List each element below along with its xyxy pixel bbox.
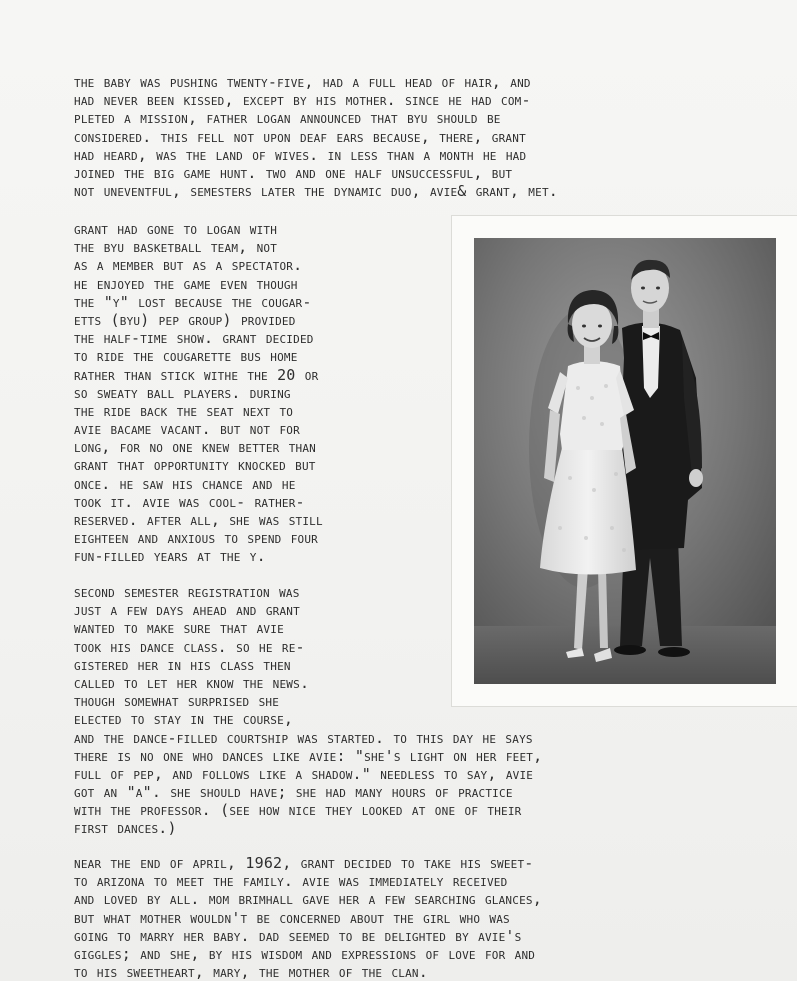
text-line: to arizona to meet the family. avie was immediately received <box>74 872 508 891</box>
text-line: the half-time show. grant decided <box>74 329 314 348</box>
text-line: but what mother wouldn't be concerned about the girl who was <box>74 908 510 927</box>
paragraph-4 <box>74 854 542 981</box>
text-line: gistered her in his class then <box>74 655 291 674</box>
text-line: wanted to make sure that avie <box>74 619 284 638</box>
couple-photo-illustration <box>474 238 776 684</box>
text-line: avie bacame vacant. but not for <box>74 420 300 439</box>
text-line: long, for no one knew better than <box>74 438 317 457</box>
text-line: called to let her know the news. <box>74 673 310 692</box>
text-line: giggles; and she, by his wisdom and expressions of love for and <box>74 944 536 963</box>
text-line: near the end of april, 1962, grant decided to take his sweet- <box>74 854 534 872</box>
text-line: the ride back the seat next to <box>74 401 294 420</box>
text-line: he enjoyed the game even though <box>74 274 298 293</box>
text-line: just a few days ahead and grant <box>74 601 300 620</box>
text-line: fun-filled years at the y. <box>74 547 266 566</box>
text-line: eighteen and anxious to spend four <box>74 529 319 548</box>
text-line: grant that opportunity knocked but <box>74 456 316 475</box>
text-line: the byu basketball team, not <box>74 238 278 257</box>
text-line: considered. this fell not upon deaf ears because, there, grant <box>74 127 526 146</box>
text-line: elected to stay in the course, <box>74 710 294 729</box>
photo-frame <box>452 216 797 706</box>
paragraph-1 <box>74 73 558 200</box>
text-line: had heard, was the land of wives. in less than a month he had <box>74 145 527 164</box>
text-line: second semester registration was <box>74 583 300 601</box>
text-line: and the dance-filled courtship was started. to this day he says <box>74 728 533 747</box>
text-line: there is no one who dances like avie: "she's light on her feet, <box>74 746 543 765</box>
text-line: as a member but as a spectator. <box>74 256 303 275</box>
text-line: and loved by all. mom brimhall gave her a few searching glances, <box>74 890 542 909</box>
text-line: the baby was pushing twenty-five, had a full head of hair, and <box>74 73 531 91</box>
text-line: though somewhat surprised she <box>74 692 280 711</box>
text-line: full of pep, and follows like a shadow." needless to say, avie <box>74 764 534 783</box>
text-line: joined the big game hunt. two and one half unsuccessful, but <box>74 163 513 182</box>
text-line: took his dance class. so he re- <box>74 637 305 656</box>
text-line: not uneventful, semesters later the dynamic duo, avie& grant, met. <box>74 182 559 201</box>
text-line: going to marry her baby. dad seemed to be delighted by avie's <box>74 926 522 945</box>
text-line: had never been kissed, except by his mother. since he had com- <box>74 91 531 110</box>
text-line: to ride the cougarette bus home <box>74 347 298 366</box>
text-line: once. he saw his chance and he <box>74 474 296 493</box>
text-line: with the professor. (see how nice they looked at one of their <box>74 801 522 820</box>
text-line: pleted a mission, father logan announced that byu should be <box>74 109 501 128</box>
text-line: grant had gone to logan with <box>74 220 278 238</box>
text-line: to his sweetheart, mary, the mother of the clan. <box>74 963 428 981</box>
text-line: got an "a". she should have; she had many hours of practice <box>74 783 513 802</box>
text-line: the "y" lost because the cougar- <box>74 292 312 311</box>
couple-photograph-icon <box>474 238 776 684</box>
text-line: reserved. after all, she was still <box>74 511 323 529</box>
text-line: took it. avie was cool- rather- <box>74 492 305 511</box>
text-line: so sweaty ball players. during <box>74 383 291 402</box>
paragraph-2 <box>74 220 323 566</box>
text-line: rather than stick withe the 20 or <box>74 365 319 384</box>
text-line: first dances.) <box>74 819 177 838</box>
text-line: etts (byu) pep group) provided <box>74 310 296 329</box>
